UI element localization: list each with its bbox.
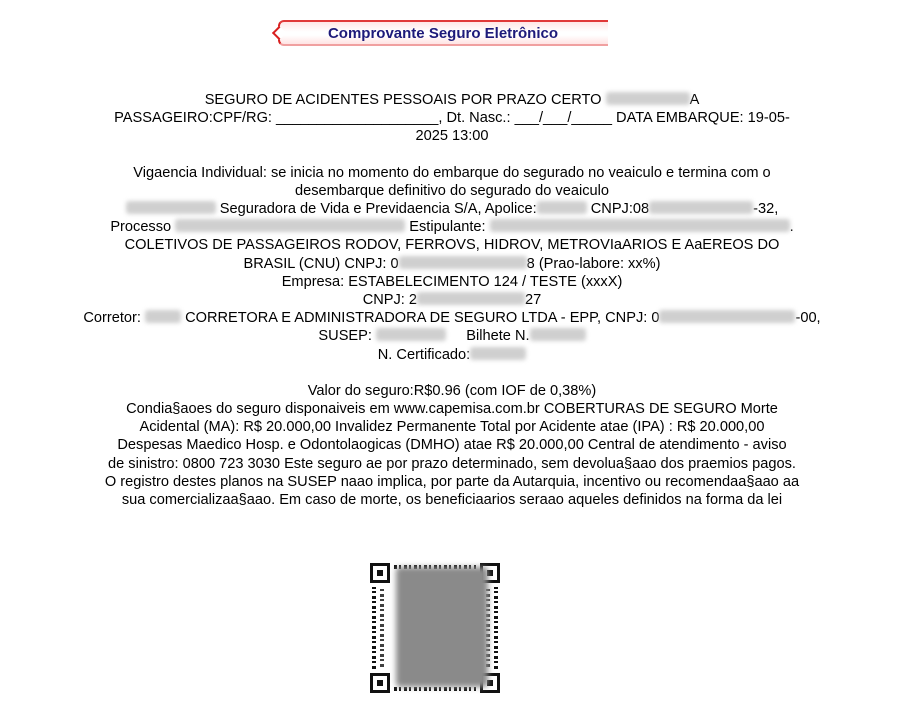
insurance-title-line: SEGURO DE ACIDENTES PESSOAIS POR PRAZO CERTO A xyxy=(204,92,700,108)
susep-line: SUSEP: Bilhete N. xyxy=(30,327,874,345)
conditions-line-2: Acidental (MA): R$ 20.000,00 Invalidez Permanente Total por Acidente atae (IPA) : R$ 20.000,00 xyxy=(139,419,765,436)
conditions-line-4: de sinistro: 0800 723 3030 Este seguro ae por prazo determinado, sem devolua§aao dos praemios pagos. xyxy=(108,455,796,472)
certificate-body xyxy=(30,91,874,509)
qr-right-edge xyxy=(494,587,498,669)
vigencia-text-1: Vigaencia Individual: se inicia no momento do embarque do segurado no veaiculo e termina com o xyxy=(133,164,771,181)
redacted-ticket xyxy=(530,328,586,341)
redacted-broker-cnpj xyxy=(659,310,795,323)
redacted-process xyxy=(175,219,405,232)
qr-finder-top-left xyxy=(370,563,390,583)
redacted-certificate xyxy=(470,347,526,360)
passenger-line: PASSAGEIRO:CPF/RG: ____________________, Dt. Nasc.: ___/___/_____ DATA EMBARQUE: 19-05- xyxy=(114,110,790,127)
conditions-line-1: Condia§aoes do seguro disponaiveis em www.capemisa.com.br COBERTURAS DE SEGURO Morte xyxy=(126,401,778,418)
qr-bottom-edge xyxy=(394,687,476,691)
coletivos-line-1: COLETIVOS DE PASSAGEIROS RODOV, FERROVS, HIDROV, METROVIaARIOS E AaEREOS DO xyxy=(124,237,780,254)
insurer-line: Seguradora de Vida e Previdaencia S/A, Apolice: CNPJ:08 -32, xyxy=(30,200,874,218)
corretor-line: Corretor: CORRETORA E ADMINISTRADORA DE SEGURO LTDA - EPP, CNPJ: 0 -00, xyxy=(83,310,821,327)
empresa-line: Empresa: ESTABELECIMENTO 124 / TESTE (xxxX) xyxy=(281,273,623,290)
conditions-line-3: Despesas Maedico Hosp. e Odontolaogicas (DMHO) atae R$ 20.000,00 Central de atendimento - aviso xyxy=(117,437,787,454)
redacted-broker xyxy=(145,310,181,323)
header-title: Comprovante Seguro Eletrônico xyxy=(327,24,559,42)
redacted-stipulant xyxy=(490,219,790,232)
redacted-company xyxy=(606,92,690,105)
coletivos-line-2: BRASIL (CNU) CNPJ: 0 8 (Prao-labore: xx%) xyxy=(243,255,661,272)
document-header xyxy=(278,20,608,46)
qr-redacted-center xyxy=(396,567,488,687)
certificate-line: N. Certificado: xyxy=(30,346,874,364)
redacted-empresa-cnpj xyxy=(417,292,525,305)
redacted-insurer xyxy=(126,201,216,214)
boarding-datetime: 2025 13:00 xyxy=(415,128,489,145)
redacted-policy xyxy=(537,201,587,214)
conditions-line-6: sua comercializaa§aao. Em caso de morte, os beneficiaarios seraao aqueles definidos na forma da lei xyxy=(121,492,783,509)
empresa-cnpj-line: CNPJ: 2 27 xyxy=(362,292,542,309)
qr-left-edge xyxy=(372,587,376,669)
vigencia-text-2: desembarque definitivo do segurado do veaiculo xyxy=(295,182,609,199)
qr-left-pattern xyxy=(380,589,384,667)
redacted-susep xyxy=(376,328,446,341)
conditions-line-5: O registro destes planos na SUSEP naao implica, por parte da Autarquia, incentivo ou recomendaa§aao aa xyxy=(104,473,800,490)
redacted-cnpj xyxy=(649,201,753,214)
qr-code-icon xyxy=(370,563,500,693)
redacted-cnpj-cnu xyxy=(399,256,527,269)
qr-finder-bottom-left xyxy=(370,673,390,693)
premium-value: Valor do seguro:R$0.96 (com IOF de 0,38%) xyxy=(307,382,597,399)
process-line: Processo Estipulante: . xyxy=(110,219,794,236)
